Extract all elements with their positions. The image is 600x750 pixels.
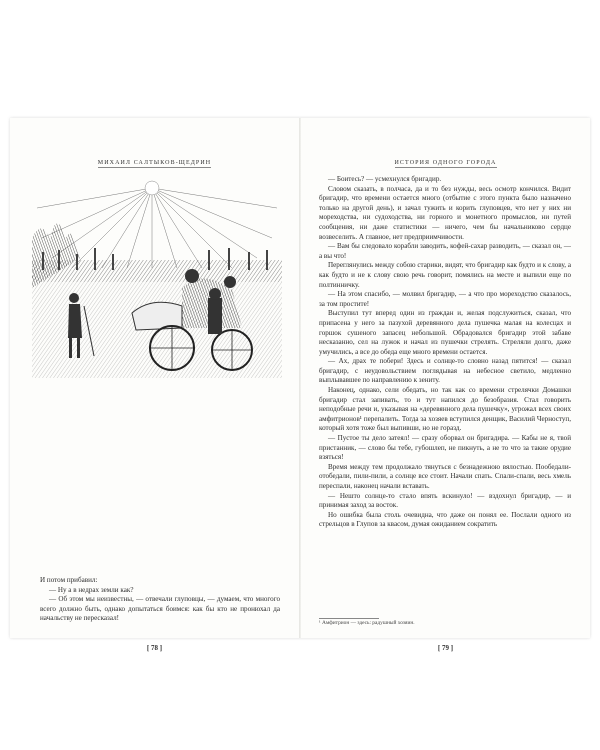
paragraph: — Боитесь? — усмехнулся бригадир.	[328, 175, 442, 183]
paragraph: Словом сказать, в полчаса, да и то без нужды, весь осмотр кончился. Видит бригадир, что времени остается много (отбытие с этого пункта было назначено только на другой день), и зачал тужить и корить глуповцев, что нет у них ни мореходства, ни судоходства, ни горного и монетного промыслов, ни путей сообщения, ни даже статистики — ничего, чем бы начальниково сердце возвеселить. А главное, нет предприимчивости.	[319, 184, 571, 241]
paragraph: — Об этом мы неизвестны, — отвечали глуповцы, — думаем, что многого всего должно быть, однако допытаться боимся: как бы кто не пронюхал да начальству не пересказал!	[40, 595, 280, 623]
paragraph: — Пустое ты дело затеял! — сразу оборвал он бригадира. — Кабы не я, твой пристанник, — слово бы тебе, губошлеп, не пикнуть, а не то что за такие орудие взяться!	[319, 434, 571, 462]
footnote-divider	[319, 618, 379, 619]
paragraph: Время между тем продолжало тянуться с безнадежною вялостью. Пообедали-отобедали, пили-пили, а солнце все стоит. Начали спать. Спали-спали, весь хмель переспали, наконец начали вставать.	[319, 462, 571, 490]
book-spread	[10, 118, 590, 652]
footnote: ¹ Амфитрион — здесь: радушный хозяин.	[319, 620, 415, 626]
paragraph: — На этом спасибо, — молвил бригадир, — а что про мореходство сказалось, за том простите!	[319, 290, 571, 308]
right-page	[301, 118, 590, 652]
paragraph: Но ошибка была столь очевидна, что даже он понял ее. Послали одного из стрельцов в Глупов за квасом, думая ожиданием сократить	[319, 510, 571, 529]
left-running-head: МИХАИЛ САЛТЫКОВ-ЩЕДРИН	[97, 160, 212, 166]
paragraph: Наконец, однако, сели обедать, но так как со времени стрелячки Домашки бригадир стал запивать, то и тут напился до безобразия. Стал говорить неподобные речи и, указывая на «деревянного дела пушечку», угрожал всех своих амфитрионов¹ перепалить. Тогда за хозяев вступился денщик, Василий Черноступ, который хотя тоже был выпивши, но не горазд.	[319, 386, 571, 433]
paragraph: — Нешто солнце-то стало впять вскинуло! — вздохнул бригадир, — и принимая заход за восток.	[319, 491, 571, 510]
left-page	[10, 118, 299, 652]
left-page-text	[40, 576, 280, 624]
paragraph: — Ну а в недрах земли как?	[49, 585, 134, 594]
paragraph: — Ах, драх те побери! Здесь и солнце-то словно назад пятится! — сказал бригадир, с неудовольствием поглядывая на небесное светило, медленно выплывавшее по направлению к зениту.	[319, 357, 571, 385]
paragraph: Выступил тут вперед один из граждан и, желая подслужиться, сказал, что припасена у него за пазухой деревянного дела пушечка малая на колесцах и горшок сушеного запасец небольшой. Обрадовался бригадир этой забаве несказанно, сел на лужок и начал из пушечки стрелять. Стреляли долго, даже умучились, а все до обеда еще много времени остается.	[319, 309, 571, 356]
paragraph: И потом прибавил:	[40, 576, 98, 584]
left-page-number: [ 78 ]	[146, 644, 163, 652]
right-running-head: ИСТОРИЯ ОДНОГО ГОРОДА	[394, 160, 497, 166]
right-page-text	[319, 175, 571, 570]
right-page-number: [ 79 ]	[437, 644, 454, 652]
engraving-illustration	[32, 178, 282, 378]
sun-disk	[145, 181, 159, 195]
paragraph: — Вам бы следовало корабли заводить, кофей-сахар разводить, — сказал он, — а вы что!	[319, 242, 571, 260]
paragraph: Переглянулись между собою старики, видят, что бригадир как будто и к слову, а как будто и не к слову свою речь говорит, помялись на месте и выпили еще по полтинничку.	[319, 261, 571, 289]
